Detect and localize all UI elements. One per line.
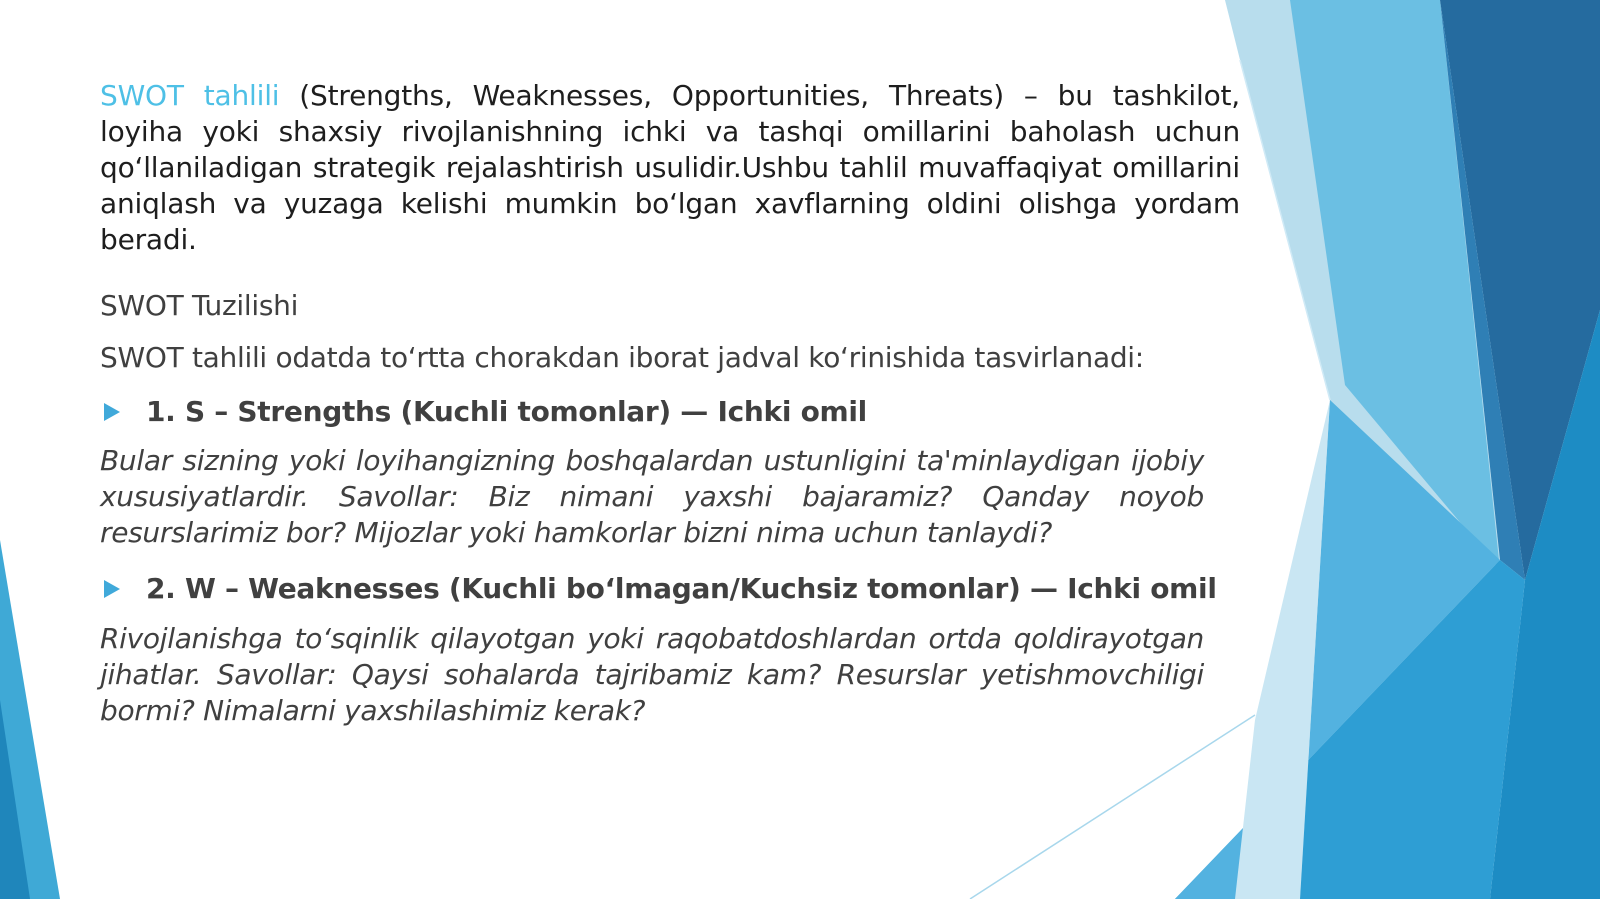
strengths-description: Bular sizning yoki loyihangizning boshqalardan ustunligini ta'minlaydigan ijobiy xususiyatlardir. Savollar: Biz nimani yaxshi bajaramiz? Qanday noyob resurslarimiz bor? Mijozlar yoki hamkorlar bizni nima uchun tanlaydi?	[100, 444, 1204, 549]
intro-paragraph	[100, 78, 1240, 258]
swot-highlight-term: SWOT tahlili	[100, 79, 280, 112]
weaknesses-heading-text: 2. W – Weaknesses (Kuchli bo‘lmagan/Kuchsiz tomonlar) — Ichki omil	[146, 572, 1217, 605]
section-title: SWOT Tuzilishi	[100, 289, 299, 322]
triangle-bullet-icon	[104, 403, 120, 421]
strengths-heading-text: 1. S – Strengths (Kuchli tomonlar) — Ichki omil	[146, 395, 867, 428]
intro-text: (Strengths, Weaknesses, Opportunities, Threats) – bu tashkilot, loyiha yoki shaxsiy rivojlanishning ichki va tashqi omillarini baholash uchun qo‘llaniladigan strategik rejalashtirish usulidir.Ushbu tahlil muvaffaqiyat omillarini aniqlash va yuzaga kelishi mumkin bo‘lgan xavflarning oldini olishga yordam beradi.	[100, 79, 1240, 256]
triangle-bullet-icon	[104, 580, 120, 598]
section-subtitle: SWOT tahlili odatda to‘rtta chorakdan iborat jadval ko‘rinishida tasvirlanadi:	[100, 341, 1144, 374]
weaknesses-description: Rivojlanishga to‘sqinlik qilayotgan yoki raqobatdoshlardan ortda qoldirayotgan jihatlar. Savollar: Qaysi sohalarda tajribamiz kam? Resurslar yetishmovchiligi bormi? Nimalarni yaxshilashimiz kerak?	[100, 622, 1204, 727]
